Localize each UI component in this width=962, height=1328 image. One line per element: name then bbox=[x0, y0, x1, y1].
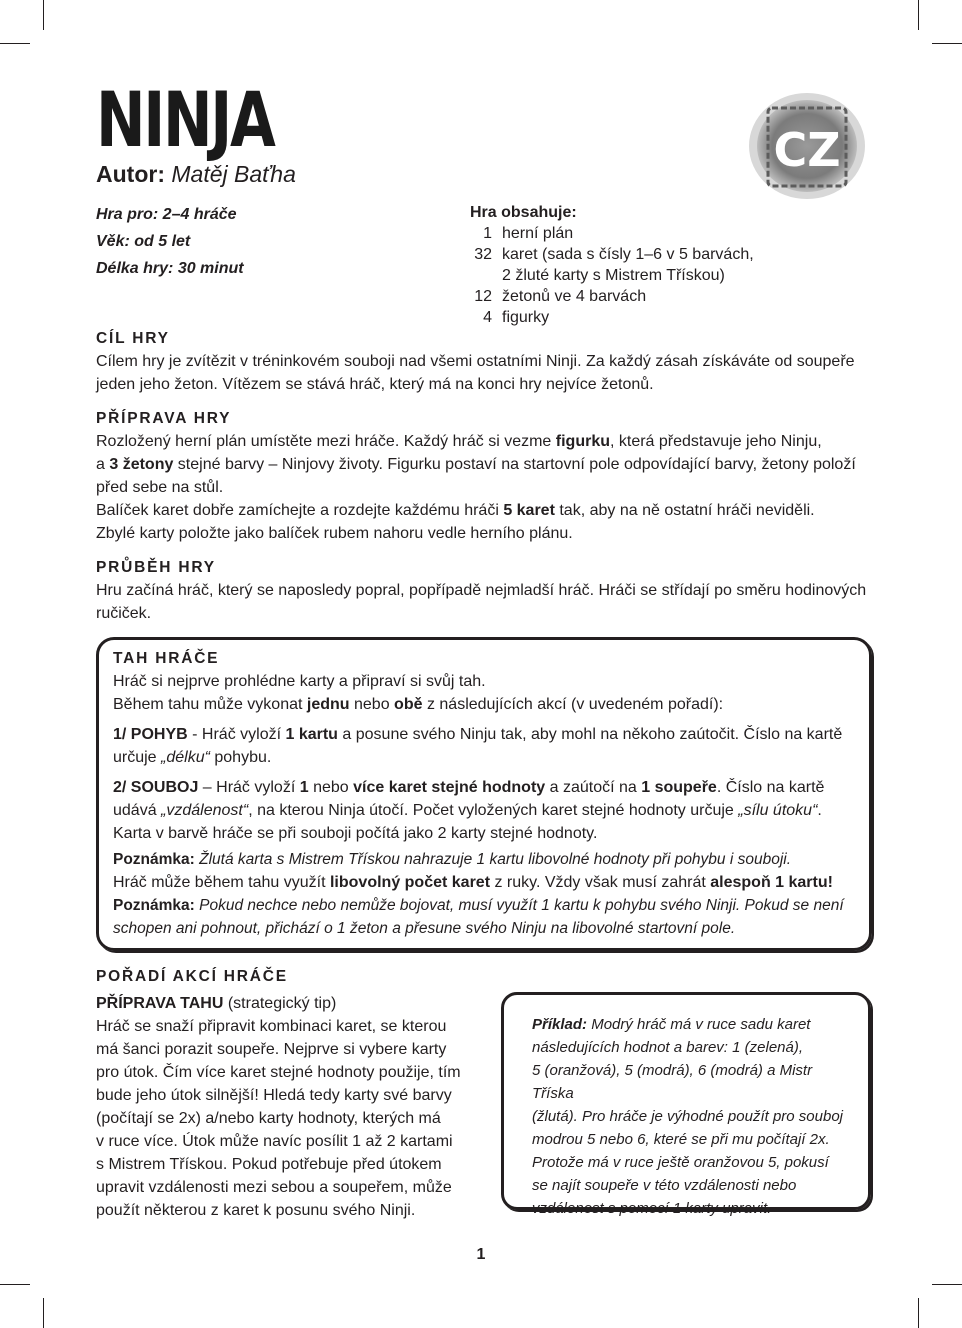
crop-mark bbox=[0, 1284, 30, 1285]
paragraph-line: Poznámka: Žlutá karta s Mistrem Třískou nahrazuje 1 kartu libovolné hodnoty při pohybu i souboji. bbox=[113, 851, 792, 868]
item-text: 2 žluté karty s Mistrem Třískou) bbox=[502, 267, 725, 284]
paragraph-line: Hru začíná hráč, který se naposledy popral, popřípadě nejmladší hráč. Hráči se střídají po směru hodinových bbox=[96, 582, 867, 599]
paragraph-line: (žlutá). Pro hráče je výhodné použít pro souboj bbox=[532, 1108, 844, 1125]
paragraph-line: Zbylé karty položte jako balíček rubem nahoru vedle herního plánu. bbox=[96, 525, 573, 542]
age-info: Věk: od 5 let bbox=[96, 233, 191, 250]
goal-section bbox=[96, 328, 876, 396]
players-info: Hra pro: 2–4 hráče bbox=[96, 206, 237, 223]
setup-section bbox=[96, 408, 876, 545]
item-count: 1 bbox=[483, 225, 492, 242]
list-item bbox=[470, 244, 754, 265]
duration-info: Délka hry: 30 minut bbox=[96, 260, 244, 277]
paragraph-line: vzdálenost s pomocí 1 karty upravit. bbox=[532, 1200, 772, 1217]
paragraph-line: v ruce více. Útok může navíc posílit 1 až 2 kartami bbox=[96, 1133, 453, 1150]
author-name: Matěj Baťha bbox=[171, 161, 296, 187]
paragraph-line: Hráč může během tahu využít libovolný počet karet z ruky. Vždy však musí zahrát alespoň 1 kartu! bbox=[113, 874, 833, 891]
paragraph-line: Karta v barvě hráče se při souboji počítá jako 2 karty stejné hodnoty. bbox=[113, 825, 598, 842]
item-text: žetonů ve 4 barvách bbox=[502, 288, 647, 305]
paragraph-line: ručiček. bbox=[96, 605, 152, 622]
paragraph-line: Protože má v ruce ještě oranžovou 5, pokusí bbox=[532, 1154, 829, 1171]
section-heading: POŘADÍ AKCÍ HRÁČE bbox=[96, 968, 288, 985]
list-item bbox=[470, 307, 754, 328]
paragraph-line: (počítají se 2x) a/nebo karty hodnoty, kterých má bbox=[96, 1110, 441, 1127]
badge-text: CZ bbox=[773, 123, 841, 177]
paragraph-line: 2/ SOUBOJ – Hráč vyloží 1 nebo více karet stejné hodnoty a zaútočí na 1 soupeře. Číslo na kartě bbox=[113, 779, 825, 796]
example-box bbox=[501, 992, 871, 1217]
list-item bbox=[470, 223, 754, 244]
paragraph-line: Hráč si nejprve prohlédne karty a připraví si svůj tah. bbox=[113, 673, 486, 690]
contents-list bbox=[470, 202, 754, 328]
paragraph-line: se najít soupeře v této vzdálenosti nebo bbox=[532, 1177, 797, 1194]
item-text: figurky bbox=[502, 309, 550, 326]
item-text: herní plán bbox=[502, 225, 574, 242]
paragraph-line: Rozložený herní plán umístěte mezi hráče. Každý hráč si vezme figurku, která představuje jeho Ninju, bbox=[96, 433, 822, 450]
crop-mark bbox=[0, 43, 30, 44]
paragraph-line: a 3 žetony stejné barvy – Ninjovy životy. Figurku postaví na startovní pole odpovídající barvy, žetony položí bbox=[96, 456, 856, 473]
paragraph-line: následujících hodnot a barev: 1 (zelená), bbox=[532, 1039, 804, 1056]
crop-mark bbox=[43, 0, 44, 30]
paragraph-line: schopen ani pohnout, přichází o 1 žeton a přesune svého Ninju na libovolné startovní pole. bbox=[113, 920, 736, 937]
paragraph-line: s Mistrem Třískou. Pokud potřebuje před útokem bbox=[96, 1156, 442, 1173]
paragraph-line: 1/ POHYB - Hráč vyloží 1 kartu a posune svého Ninju tak, aby mohl na někoho zaútočit. Číslo na kartě bbox=[113, 726, 843, 743]
crop-mark bbox=[932, 43, 962, 44]
paragraph-line: určuje „délku“ pohybu. bbox=[113, 749, 272, 766]
section-heading: CÍL HRY bbox=[96, 330, 170, 347]
item-count bbox=[470, 265, 492, 286]
paragraph-line: Cílem hry je zvítězit v tréninkovém souboji nad všemi ostatními Ninji. Za každý zásah získáváte od soupeře bbox=[96, 353, 855, 370]
crop-mark bbox=[932, 1284, 962, 1285]
section-heading: PŘÍPRAVA HRY bbox=[96, 410, 232, 427]
paragraph-line: 5 (oranžová), 5 (modrá), 6 (modrá) a Mistr Tříska bbox=[532, 1062, 813, 1102]
player-turn-box bbox=[96, 637, 872, 951]
crop-mark bbox=[918, 0, 919, 30]
paragraph-line: jeden jeho žeton. Vítězem se stává hráč, který má na konci hry nejvíce žetonů. bbox=[96, 376, 654, 393]
paragraph-line: modrou 5 nebo 6, které se při mu počítají 2x. bbox=[532, 1131, 830, 1148]
page-title: NINJA bbox=[96, 75, 274, 164]
section-heading: PRŮBĚH HRY bbox=[96, 559, 216, 576]
item-count: 32 bbox=[474, 246, 492, 263]
crop-mark bbox=[918, 1298, 919, 1328]
game-meta bbox=[96, 201, 244, 282]
list-item bbox=[470, 286, 754, 307]
paragraph-line: Příklad: Modrý hráč má v ruce sadu karet bbox=[532, 1016, 811, 1033]
contents-heading: Hra obsahuje: bbox=[470, 204, 577, 221]
page-number: 1 bbox=[476, 1246, 486, 1263]
paragraph-line: Hráč se snaží připravit kombinaci karet, se kterou bbox=[96, 1018, 447, 1035]
section-heading: TAH HRÁČE bbox=[113, 650, 220, 667]
language-badge-icon bbox=[746, 90, 868, 202]
course-section bbox=[96, 557, 876, 625]
list-item bbox=[470, 265, 754, 286]
paragraph-line: má šanci porazit soupeře. Nejprve si vybere karty bbox=[96, 1041, 447, 1058]
item-count: 12 bbox=[474, 288, 492, 305]
paragraph-line: udává „vzdálenost“, na kterou Ninja útočí. Počet vyložených karet stejné hodnoty určuje „sílu útoku“. bbox=[113, 802, 822, 819]
item-text: karet (sada s čísly 1–6 v 5 barvách, bbox=[502, 246, 754, 263]
paragraph-line: Během tahu může vykonat jednu nebo obě z následujících akcí (v uvedeném pořadí): bbox=[113, 696, 724, 713]
author-label: Autor: bbox=[96, 161, 165, 187]
paragraph-line: použít některou z karet k posunu svého Ninji. bbox=[96, 1202, 416, 1219]
order-section bbox=[96, 966, 476, 1222]
crop-mark bbox=[43, 1298, 44, 1328]
item-count: 4 bbox=[483, 309, 492, 326]
paragraph-line: Balíček karet dobře zamíchejte a rozdejte každému hráči 5 karet tak, aby na ně ostatní hráči neviděli. bbox=[96, 502, 815, 519]
paragraph-line: pro útok. Čím více karet stejné hodnoty použije, tím bbox=[96, 1064, 461, 1081]
paragraph-line: bude jeho útok silnější! Hledá tedy karty své barvy bbox=[96, 1087, 452, 1104]
paragraph-line: Poznámka: Pokud nechce nebo nemůže bojovat, musí využít 1 kartu k pohybu svého Ninji. Pokud se není bbox=[113, 897, 844, 914]
author-line bbox=[96, 159, 296, 189]
paragraph-line: před sebe na stůl. bbox=[96, 479, 224, 496]
subheading: PŘÍPRAVA TAHU (strategický tip) bbox=[96, 995, 337, 1012]
paragraph-line: upravit vzdálenosti mezi sebou a soupeřem, může bbox=[96, 1179, 452, 1196]
